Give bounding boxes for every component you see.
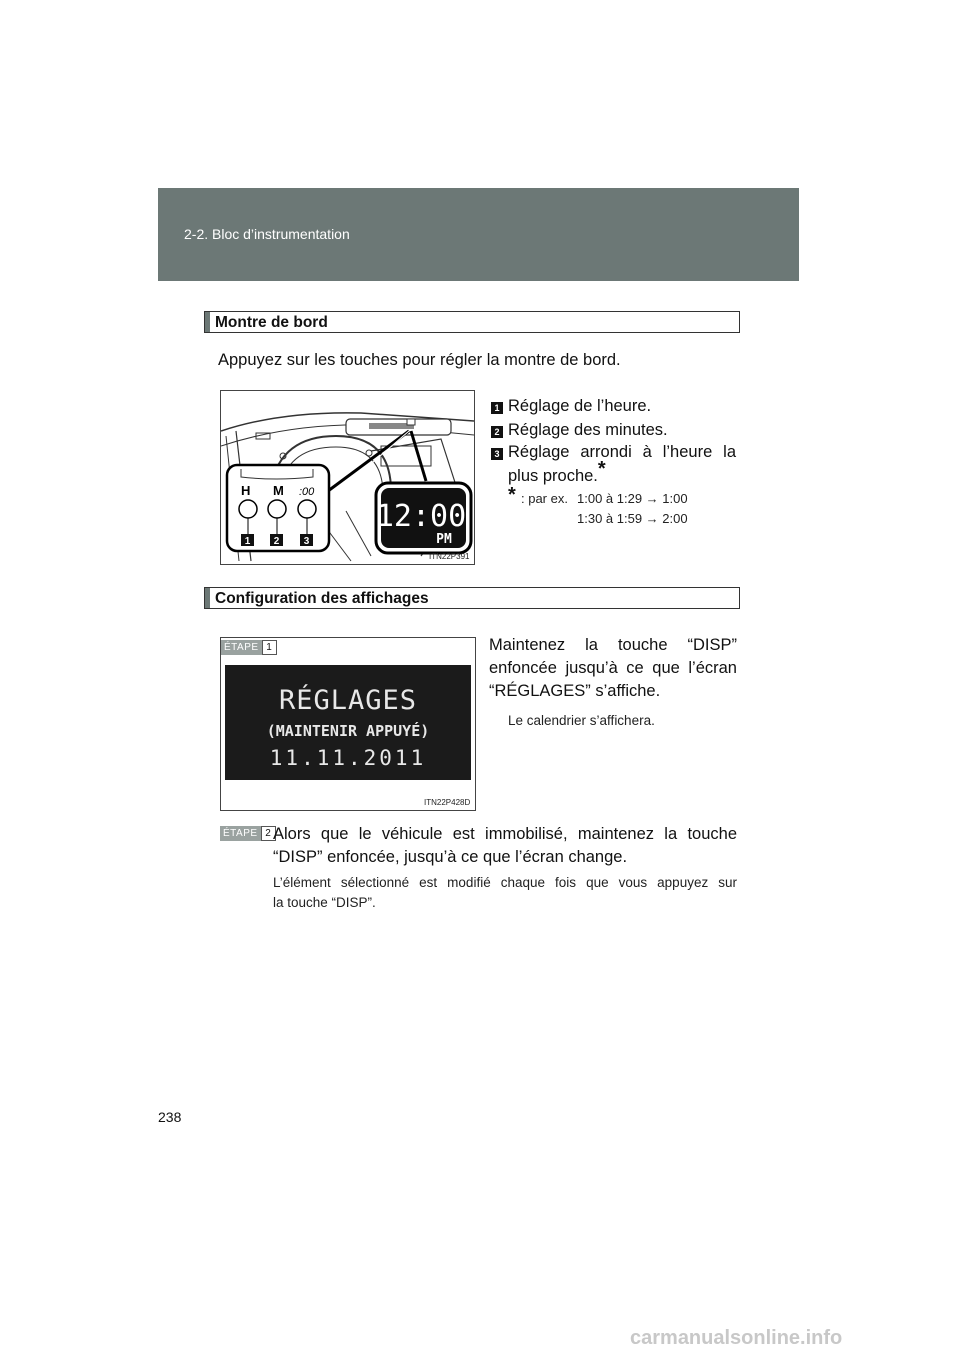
item-text-1: Réglage de l’heure. [508, 397, 652, 415]
step1-note: Le calendrier s’affichera. [508, 713, 655, 728]
round-button [298, 500, 316, 518]
screen-title: RÉGLAGES [278, 685, 418, 716]
step-tag-2: ÉTAPE 2 [220, 826, 276, 841]
step2-note-line2: la touche “DISP”. [273, 895, 376, 910]
callout-number-3: 3 [303, 536, 310, 547]
screen-subtitle: (MAINTENIR APPUYÉ) [266, 722, 430, 740]
step-tag-1: ÉTAPE 1 [221, 640, 277, 655]
button-label-00: :00 [299, 486, 315, 498]
screen-date: 11.11.2011 [269, 746, 427, 770]
step2-line2: “DISP” enfoncée, jusqu’à ce que l’écran change. [273, 848, 628, 866]
item-number-2: 2 [491, 426, 503, 438]
button-label-h: H [241, 483, 251, 498]
footnote-line2: 1:30 à 1:59 → 2:00 [577, 511, 688, 526]
dashboard-illustration [221, 391, 474, 564]
chapter-header [158, 188, 799, 281]
item-number-3: 3 [491, 448, 503, 460]
figure-code: ITN22P428D [424, 798, 471, 807]
display-figure [220, 637, 476, 811]
footnote-asterisk: * [508, 484, 516, 506]
settings-screen [225, 665, 471, 780]
callout-number-2: 2 [273, 536, 280, 547]
chapter-title: 2-2. Bloc d’instrumentation [184, 226, 350, 242]
item-number-1: 1 [491, 402, 503, 414]
minute-button [268, 500, 286, 518]
section-title: Montre de bord [215, 314, 328, 331]
item-text-3-line2: plus proche.* [508, 458, 606, 485]
item-text-2: Réglage des minutes. [508, 421, 668, 439]
asterisk: * [597, 458, 606, 480]
item-text-3-line1: Réglage arrondi à l’heure la [508, 443, 736, 461]
step1-line3: “RÉGLAGES” s’affiche. [489, 682, 661, 700]
dashboard-figure [220, 390, 475, 565]
footnote-prefix: : par ex. [521, 491, 568, 506]
section-title-bar-montre [204, 311, 740, 333]
clock-time: 12:00 [375, 499, 467, 534]
footnote-line1: 1:00 à 1:29 → 1:00 [577, 491, 688, 506]
section-title: Configuration des affichages [215, 590, 429, 607]
section-title-bar-config [204, 587, 740, 609]
step1-line2: enfoncée jusqu’à ce que l’écran [489, 659, 737, 677]
hour-button [239, 500, 257, 518]
callout-number-1: 1 [244, 536, 251, 547]
intro-text: Appuyez sur les touches pour régler la montre de bord. [218, 351, 621, 369]
step2-line1: Alors que le véhicule est immobilisé, maintenez la touche [273, 825, 737, 843]
watermark: carmanualsonline.info [630, 1327, 843, 1349]
page-number: 238 [158, 1109, 182, 1125]
step1-line1: Maintenez la touche “DISP” [489, 636, 737, 654]
step2-note-line1: L’élément sélectionné est modifié chaque fois que vous appuyez sur [273, 875, 737, 890]
button-label-m: M [273, 483, 284, 498]
figure-code: ITN22P391 [429, 552, 470, 561]
clock-ampm: PM [436, 532, 452, 547]
